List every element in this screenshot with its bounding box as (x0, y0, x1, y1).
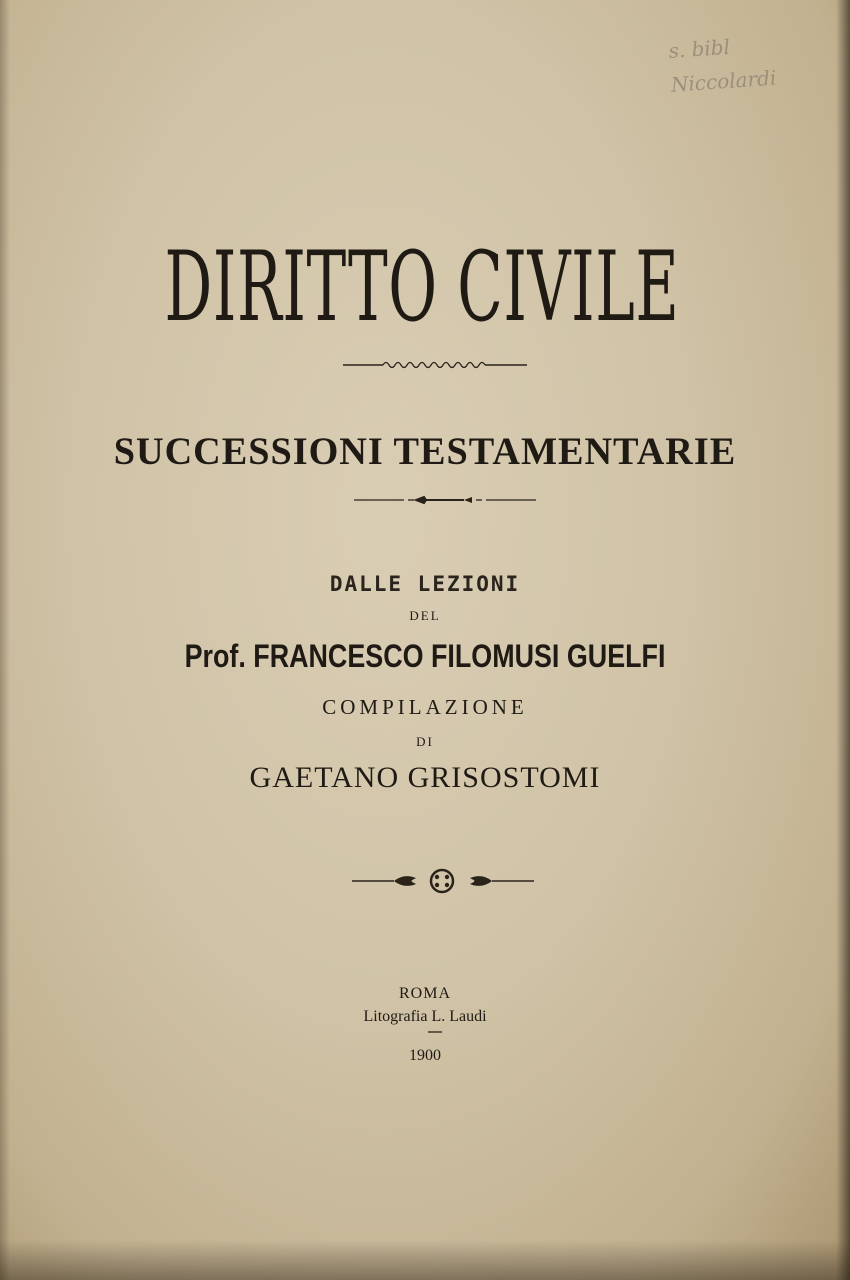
page-edge-shadow (836, 0, 850, 1280)
page-edge-shadow (0, 0, 10, 1280)
floral-ornament (352, 866, 534, 896)
imprint-year: 1900 (409, 1047, 441, 1064)
author-name: GAETANO GRISOSTOMI (249, 761, 601, 794)
compilation-label: COMPILAZIONE (322, 695, 528, 719)
short-rule (428, 1030, 442, 1034)
handwritten-note-line: s. bibl (667, 34, 731, 63)
preposition-del: DEL (409, 608, 441, 623)
from-lectures-line: DALLE LEZIONI (329, 572, 521, 596)
imprint-printer: Litografia L. Laudi (363, 1008, 487, 1025)
dash-rule-ornament (354, 493, 536, 507)
imprint-city: ROMA (398, 985, 451, 1002)
book-title: DIRITTO CIVILE (164, 231, 680, 343)
subtitle: SUCCESSIONI TESTAMENTARIE (113, 430, 737, 473)
professor-name: Prof. FRANCESCO FILOMUSI GUELFI (184, 638, 666, 674)
page-edge-shadow (0, 1240, 850, 1280)
handwritten-note-line: Niccolardi (670, 65, 777, 97)
handwritten-note (667, 22, 842, 114)
preposition-di: DI (416, 734, 434, 749)
wavy-rule-ornament (343, 358, 527, 372)
